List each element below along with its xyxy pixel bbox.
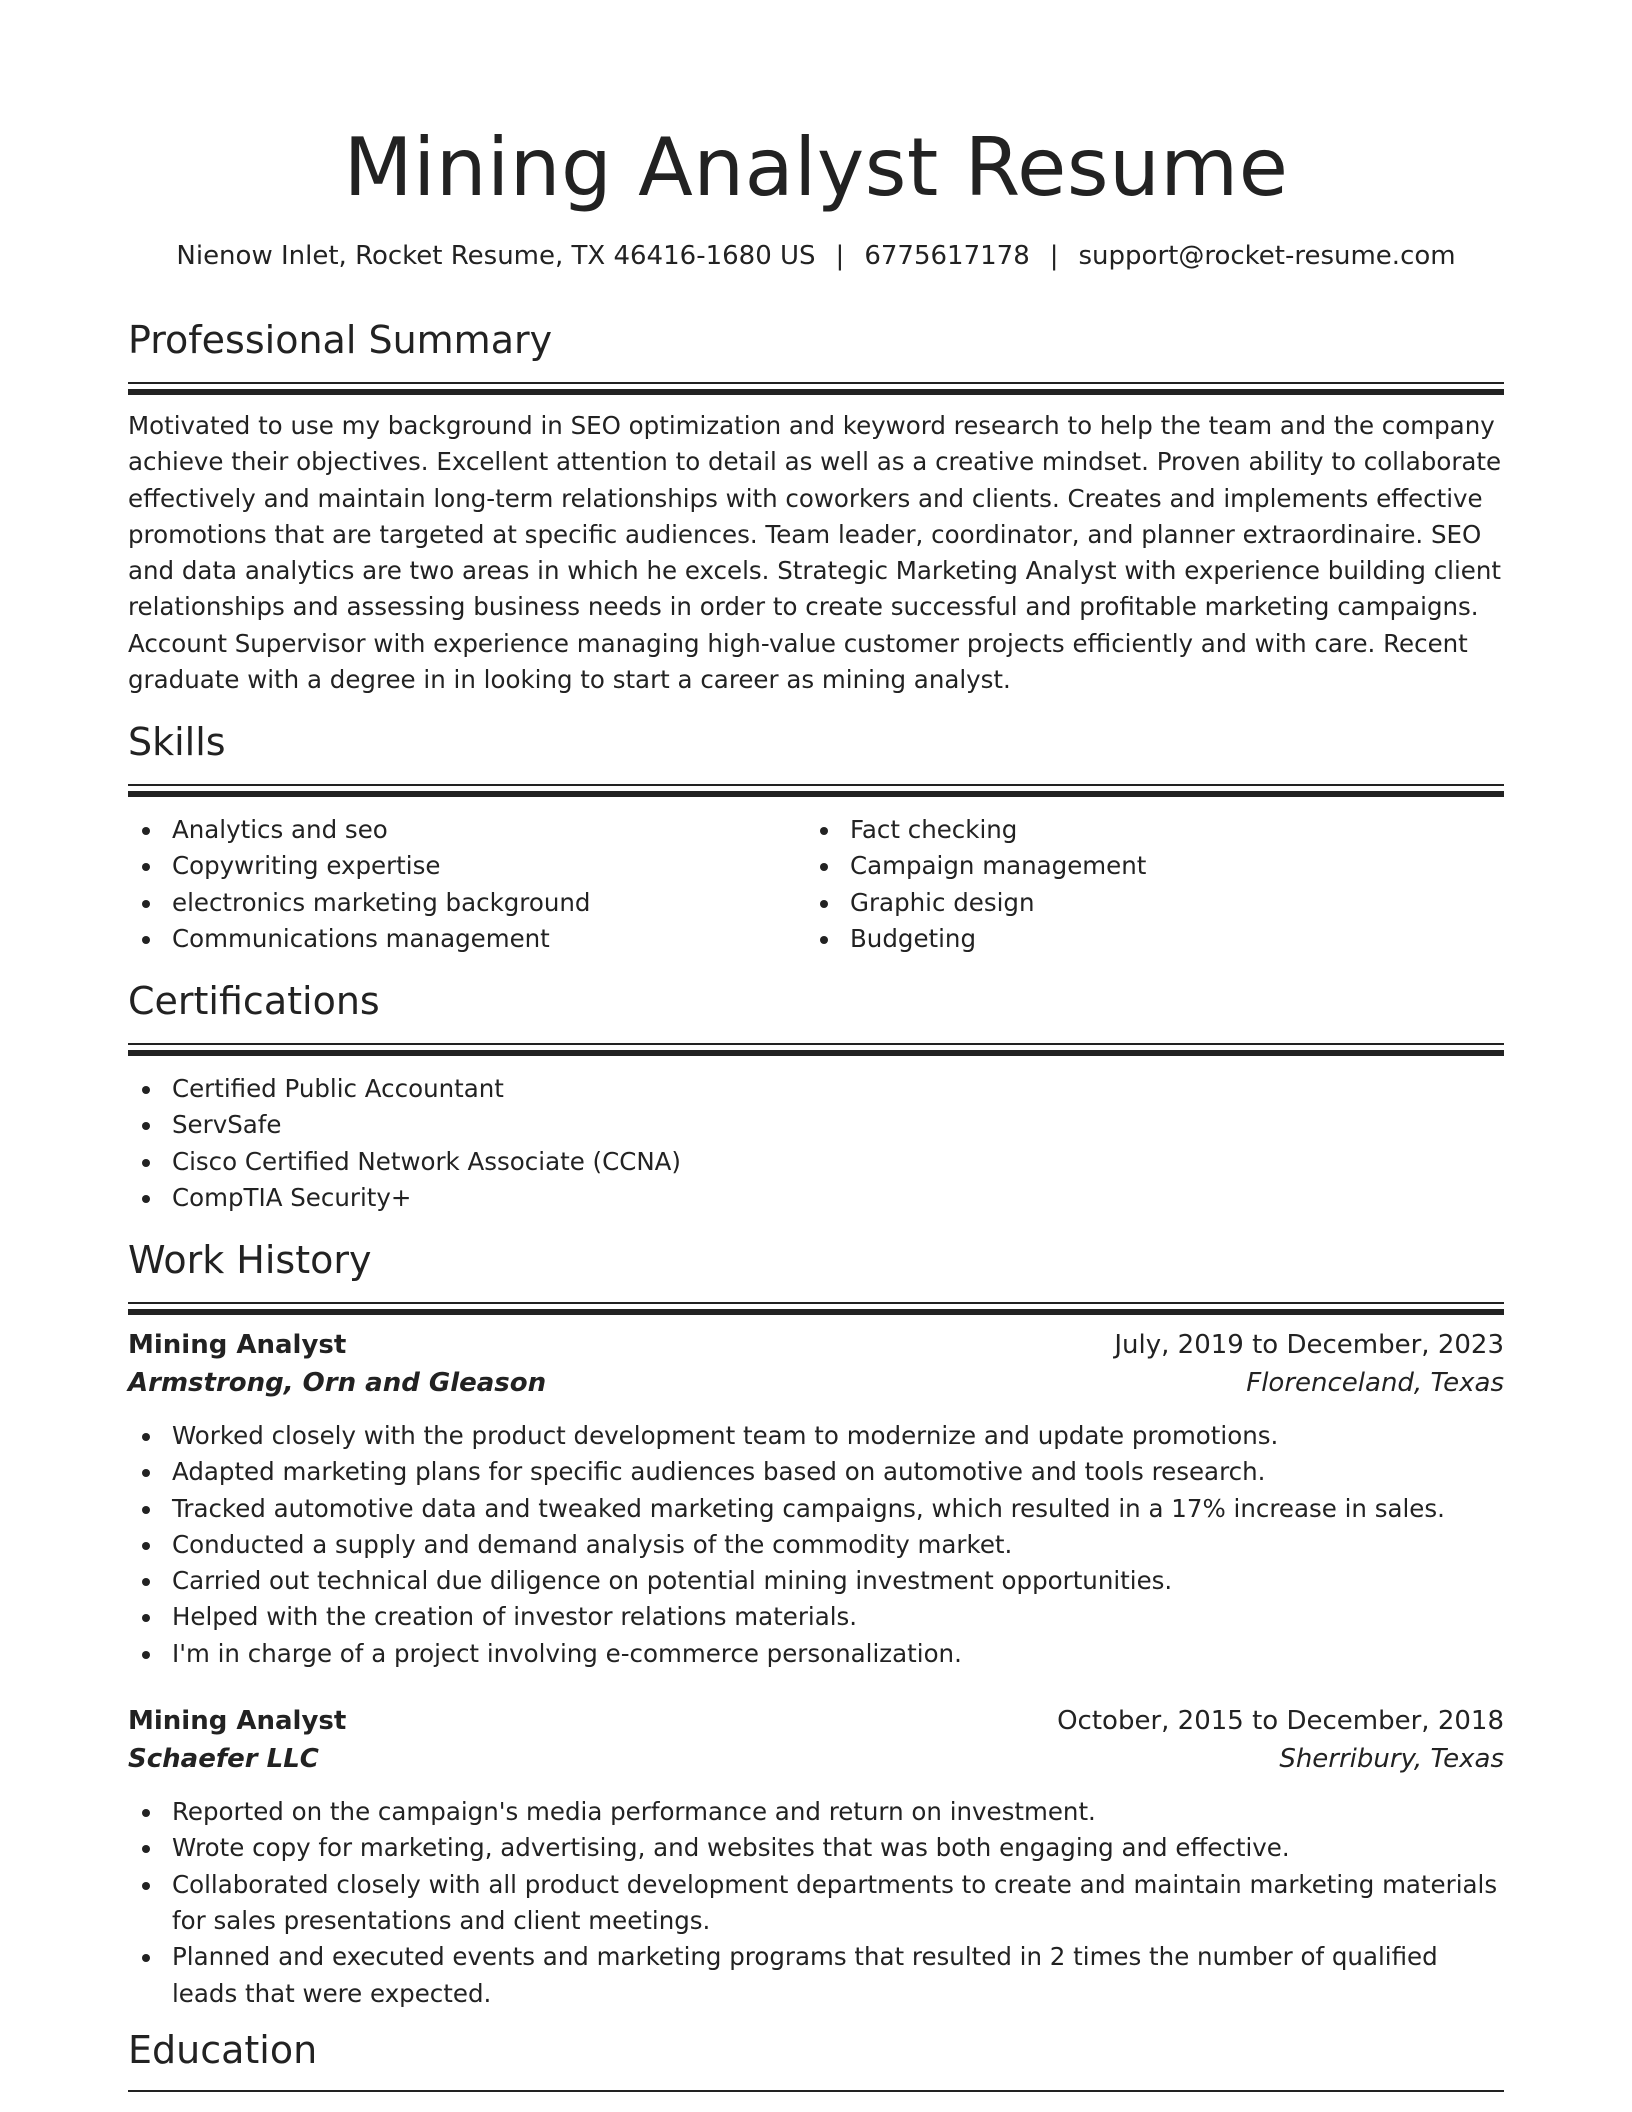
skill-item: Communications management <box>128 921 806 957</box>
job-location: Florenceland, Texas <box>1246 1368 1504 1398</box>
job-company: Schaefer LLC <box>128 1744 319 1775</box>
job-header <box>128 1702 1504 1740</box>
contact-line <box>0 236 1632 276</box>
skill-item: electronics marketing background <box>128 885 806 921</box>
job-title: Mining Analyst <box>128 1706 347 1737</box>
section-heading-skills: Skills <box>128 720 226 764</box>
section-heading-summary: Professional Summary <box>128 318 553 362</box>
skill-item: Analytics and seo <box>128 812 806 848</box>
job-title: Mining Analyst <box>128 1330 347 1360</box>
contact-separator: | <box>1049 241 1059 271</box>
job-entry <box>128 1326 1504 1672</box>
summary-section <box>128 314 1504 698</box>
skill-item: Graphic design <box>806 885 1484 921</box>
section-heading-work-history: Work History <box>128 1238 372 1282</box>
section-divider <box>128 1043 1504 1055</box>
certifications-list <box>128 1071 1504 1216</box>
certification-item: Certified Public Accountant <box>128 1071 1504 1107</box>
section-divider <box>128 382 1504 394</box>
job-bullet: Worked closely with the product development team to modernize and update promotions. <box>128 1418 1504 1454</box>
section-heading-certifications: Certifications <box>128 979 380 1023</box>
contact-phone: 6775617178 <box>864 241 1030 271</box>
skills-section <box>128 716 1504 957</box>
skills-grid <box>128 796 1504 957</box>
section-divider <box>128 1302 1504 1314</box>
job-bullets <box>128 1794 1504 2012</box>
skills-list-right <box>806 812 1484 957</box>
certification-item: ServSafe <box>128 1107 1504 1143</box>
certification-item: Cisco Certified Network Associate (CCNA) <box>128 1144 1504 1180</box>
job-bullet: I'm in charge of a project involving e-commerce personalization. <box>128 1636 1504 1672</box>
contact-separator: | <box>835 241 845 271</box>
job-bullet: Carried out technical due diligence on potential mining investment opportunities. <box>128 1563 1504 1599</box>
certification-item: CompTIA Security+ <box>128 1180 1504 1216</box>
summary-text: Motivated to use my background in SEO optimization and keyword research to help the team and the company achieve their objectives. Excellent attention to detail as well as a creative mindset. Proven ability to collaborate effectively and maintain long-term relationships with coworkers and clients. Creates and implements effective promotions that are targeted at specific audiences. Team leader, coordinator, and planner extraordinaire. SEO and data analytics are two areas in which he excels. Strategic Marketing Analyst with experience building client relationships and assessing business needs in order to create successful and profitable marketing campaigns. Account Supervisor with experience managing high-value customer projects efficiently and with care. Recent graduate with a degree in in looking to start a career as mining analyst. <box>128 411 1502 695</box>
job-bullet: Collaborated closely with all product development departments to create and maintain marketing materials for sales presentations and client meetings. <box>128 1867 1504 1940</box>
section-divider <box>128 784 1504 796</box>
skills-list-left <box>128 812 806 957</box>
skill-item: Budgeting <box>806 921 1484 957</box>
job-bullet: Wrote copy for marketing, advertising, and websites that was both engaging and effective. <box>128 1830 1504 1866</box>
certifications-section <box>128 975 1504 1216</box>
job-bullets <box>128 1418 1504 1672</box>
job-bullet: Planned and executed events and marketing programs that resulted in 2 times the number of qualified leads that were expected. <box>128 1939 1504 2012</box>
contact-address: Nienow Inlet, Rocket Resume, TX 46416-1680 US <box>176 241 816 271</box>
job-bullet: Conducted a supply and demand analysis of the commodity market. <box>128 1527 1504 1563</box>
job-subheader <box>128 1740 1504 1778</box>
job-bullet: Adapted marketing plans for specific audiences based on automotive and tools research. <box>128 1454 1504 1490</box>
education-section <box>128 2024 1504 2092</box>
job-bullet: Helped with the creation of investor relations materials. <box>128 1599 1504 1635</box>
job-location: Sherribury, Texas <box>1279 1744 1504 1775</box>
job-company: Armstrong, Orn and Gleason <box>128 1368 547 1398</box>
contact-email: support@rocket-resume.com <box>1078 241 1456 271</box>
job-bullet: Tracked automotive data and tweaked marketing campaigns, which resulted in a 17% increase in sales. <box>128 1491 1504 1527</box>
job-header <box>128 1326 1504 1364</box>
job-bullet: Reported on the campaign's media performance and return on investment. <box>128 1794 1504 1830</box>
skill-item: Campaign management <box>806 848 1484 884</box>
job-subheader <box>128 1364 1504 1402</box>
job-entry <box>128 1702 1504 2012</box>
skill-item: Copywriting expertise <box>128 848 806 884</box>
job-dates: October, 2015 to December, 2018 <box>1057 1706 1504 1737</box>
resume-title: Mining Analyst Resume <box>343 121 1289 214</box>
work-history-section <box>128 1234 1504 2012</box>
section-divider <box>128 2090 1504 2092</box>
job-dates: July, 2019 to December, 2023 <box>1114 1330 1504 1360</box>
skill-item: Fact checking <box>806 812 1484 848</box>
section-heading-education: Education <box>128 2028 318 2072</box>
